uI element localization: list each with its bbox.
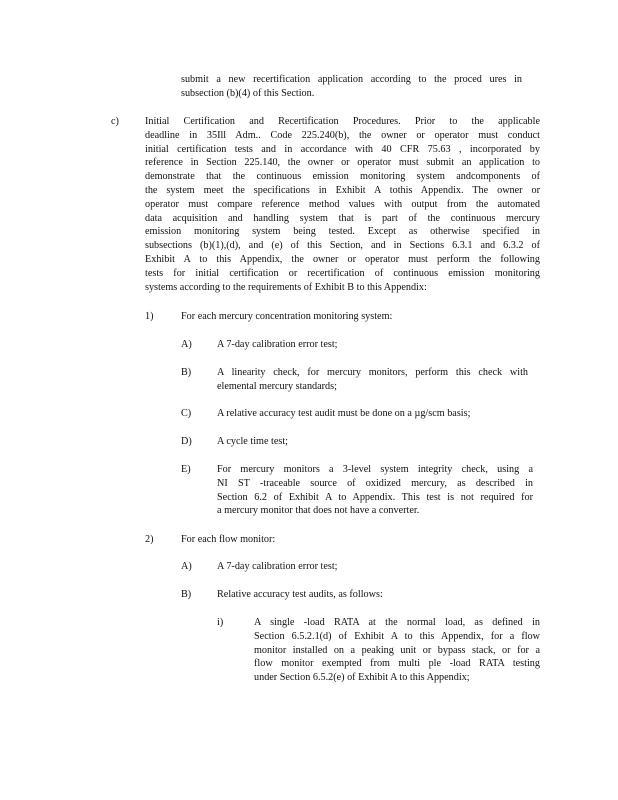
- text-line: subsections (b)(1),(d), and (e) of this Section, and in Sections 6.3.1 and 6.3.2 of: [145, 240, 540, 252]
- text-line: A relative accuracy test audit must be done on a µg/scm basis;: [217, 408, 471, 419]
- text-line: NI ST -traceable source of oxidized mercury, as described in: [217, 477, 533, 489]
- item-2-label: 2): [145, 534, 154, 545]
- item-1-label: 1): [145, 311, 154, 322]
- text-line: reference in Section 225.140, the owner or operator must submit an application to: [145, 157, 540, 169]
- subitem-1d-text: [217, 435, 528, 449]
- text-line: subsection (b)(4) of this Section.: [181, 87, 315, 99]
- text-line: operator must compare reference method values with output from the automated: [145, 198, 540, 210]
- subitem-2b-label: B): [181, 589, 192, 600]
- text-line: tests for initial certification or recertification of continuous emission monitoring: [145, 267, 540, 279]
- text-line: systems according to the requirements of Exhibit B to this Appendix:: [145, 281, 427, 293]
- text-line: a mercury monitor that does not have a converter.: [217, 505, 420, 517]
- text-line: A 7-day calibration error test;: [217, 561, 338, 572]
- subitem-1a-label: A): [181, 339, 192, 350]
- text-line: For mercury monitors a 3-level system integrity check, using a: [217, 464, 533, 475]
- text-line: emission monitoring system being tested. Except as otherwise specified in: [145, 226, 540, 238]
- text-line: Initial Certification and Recertification Procedures. Prior to the applicable: [145, 116, 540, 127]
- subitem-2a-label: A): [181, 561, 192, 572]
- text-line: elemental mercury standards;: [217, 380, 337, 392]
- section-c-paragraph: [145, 115, 540, 294]
- subitem-1c-text: [217, 407, 528, 421]
- text-line: Section 6.5.2.1(d) of Exhibit A to this Appendix, for a flow: [254, 630, 540, 642]
- text-line: initial certification tests and in accordance with 40 CFR 75.63 , incorporated by: [145, 143, 540, 155]
- text-line: demonstrate that the continuous emission monitoring system andcomponents of: [145, 171, 540, 183]
- item-1-text: For each mercury concentration monitoring system:: [181, 311, 393, 322]
- item-2-text: For each flow monitor:: [181, 534, 276, 545]
- subitem-1a-text: [217, 338, 528, 352]
- text-line: A 7-day calibration error test;: [217, 339, 338, 350]
- subsubitem-2bi-label: i): [217, 617, 224, 628]
- subitem-2a-text: [217, 560, 528, 574]
- text-line: data acquisition and handling system that is part of the continuous mercury: [145, 212, 540, 224]
- subitem-1b-text: [217, 366, 528, 394]
- subitem-1c-label: C): [181, 408, 192, 419]
- section-c-label: c): [111, 116, 119, 127]
- text-line: deadline in 35Ill Adm.. Code 225.240(b), the owner or operator must conduct: [145, 129, 540, 141]
- text-line: under Section 6.5.2(e) of Exhibit A to this Appendix;: [254, 672, 470, 684]
- text-line: A single -load RATA at the normal load, as defined in: [254, 617, 540, 628]
- text-line: submit a new recertification application according to the proced ures in: [181, 74, 522, 85]
- text-line: A cycle time test;: [217, 436, 289, 447]
- subitem-1d-label: D): [181, 436, 192, 447]
- subitem-2b-text: [217, 588, 528, 602]
- continuation-paragraph: [181, 73, 522, 101]
- text-line: monitor installed on a peaking unit or bypass stack, or for a: [254, 644, 540, 656]
- subitem-1b-label: B): [181, 367, 192, 378]
- subitem-1e-text: [217, 463, 533, 518]
- text-line: Section 6.2 of Exhibit A to Appendix. This test is not required for: [217, 491, 533, 503]
- text-line: flow monitor exempted from multi ple -load RATA testing: [254, 658, 540, 670]
- subitem-1e-label: E): [181, 464, 191, 475]
- subsubitem-2bi-text: [254, 616, 540, 685]
- text-line: A linearity check, for mercury monitors, perform this check with: [217, 367, 528, 378]
- text-line: Relative accuracy test audits, as follows:: [217, 589, 383, 600]
- text-line: Exhibit A to this Appendix, the owner or operator must perform the following: [145, 253, 540, 265]
- text-line: the system meet the specifications in Exhibit A tothis Appendix. The owner or: [145, 184, 540, 196]
